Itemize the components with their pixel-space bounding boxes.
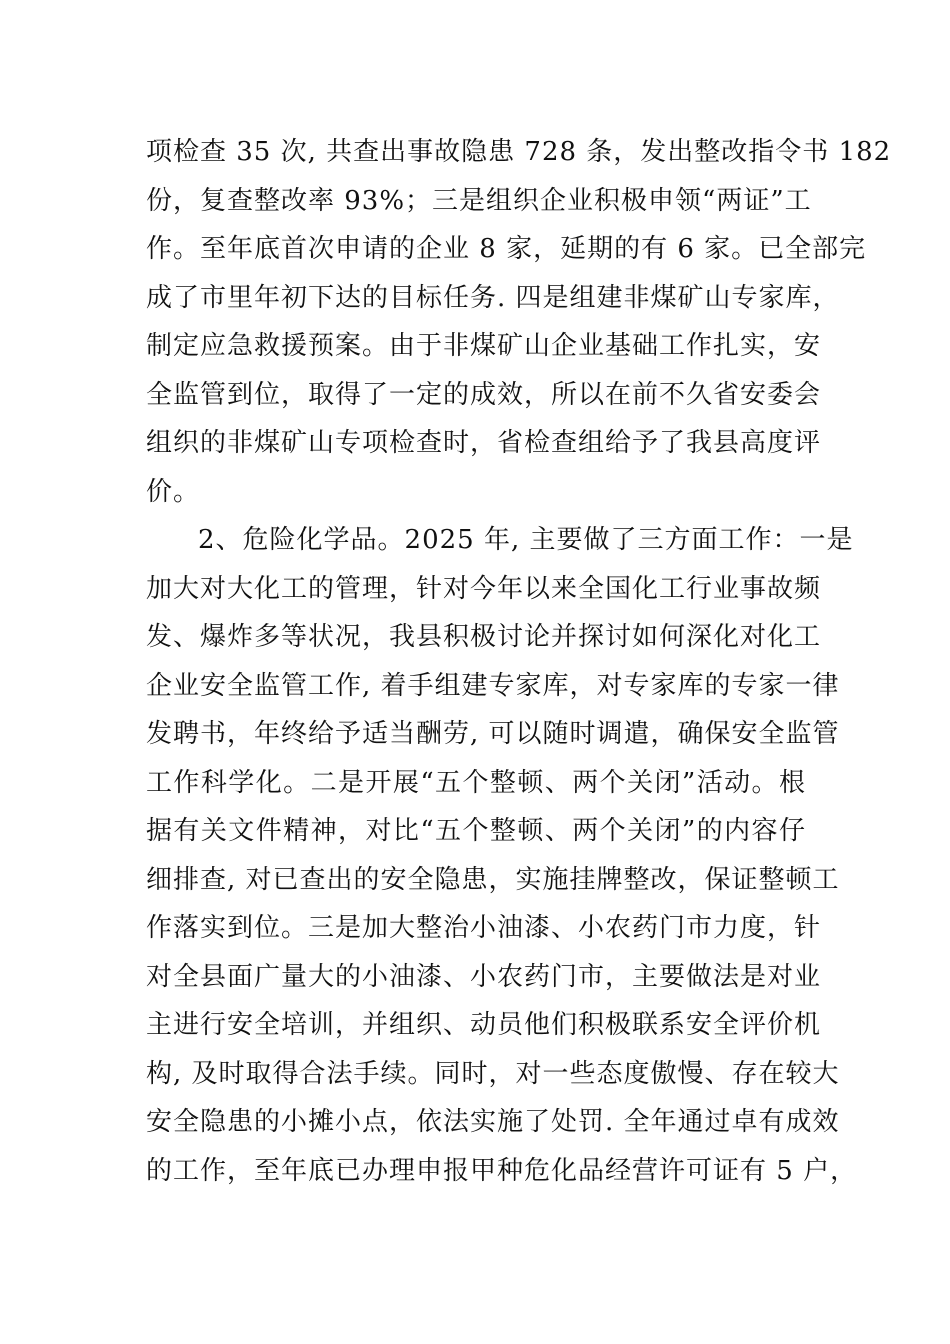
text-line: 项检查 35 次, 共查出事故隐患 728 条，发出整改指令书 182 xyxy=(146,137,892,167)
text-line: 据有关文件精神，对比“五个整顿、两个关闭”的内容仔 xyxy=(146,816,806,846)
text-line: 发聘书，年终给予适当酬劳, 可以随时调遣，确保安全监管 xyxy=(146,719,840,749)
text-line: 对全县面广量大的小油漆、小农药门市，主要做法是对业 xyxy=(146,961,822,992)
text-line: 全监管到位，取得了一定的成效，所以在前不久省安委会 xyxy=(146,379,822,410)
text-line: 制定应急救援预案。由于非煤矿山企业基础工作扎实，安 xyxy=(146,331,822,361)
document-body xyxy=(146,128,892,1195)
text-line: 的工作，至年底已办理申报甲种危化品经营许可证有 5 户， xyxy=(146,1155,858,1186)
text-line: 主进行安全培训，并组织、动员他们积极联系安全评价机 xyxy=(146,1010,822,1040)
text-line: 企业安全监管工作, 着手组建专家库，对专家库的专家一律 xyxy=(146,670,840,701)
text-line: 成了市里年初下达的目标任务. 四是组建非煤矿山专家库， xyxy=(146,282,840,313)
text-line: 作落实到位。三是加大整治小油漆、小农药门市力度，针 xyxy=(146,913,822,943)
text-line: 作。至年底首次申请的企业 8 家，延期的有 6 家。已全部完 xyxy=(146,234,867,264)
text-line: 安全隐患的小摊小点，依法实施了处罚. 全年通过卓有成效 xyxy=(146,1107,840,1137)
text-line: 组织的非煤矿山专项检查时，省检查组给予了我县高度评 xyxy=(146,428,822,458)
text-line: 2、危险化学品。2025 年, 主要做了三方面工作：一是 xyxy=(198,525,854,555)
text-line: 加大对大化工的管理，针对今年以来全国化工行业事故频 xyxy=(146,573,822,604)
text-line: 工作科学化。二是开展“五个整顿、两个关闭”活动。根 xyxy=(146,767,806,798)
text-line: 发、爆炸多等状况，我县积极讨论并探讨如何深化对化工 xyxy=(146,622,822,652)
paragraph-hazardous-chemicals xyxy=(146,516,858,1195)
text-line: 细排查, 对已查出的安全隐患，实施挂牌整改，保证整顿工 xyxy=(146,864,840,895)
text-line: 价。 xyxy=(146,476,201,507)
text-line: 构, 及时取得合法手续。同时，对一些态度傲慢、存在较大 xyxy=(146,1058,840,1089)
text-line: 份，复查整改率 93%；三是组织企业积极申领“两证”工 xyxy=(146,185,812,216)
paragraph-mining-summary xyxy=(146,128,892,516)
